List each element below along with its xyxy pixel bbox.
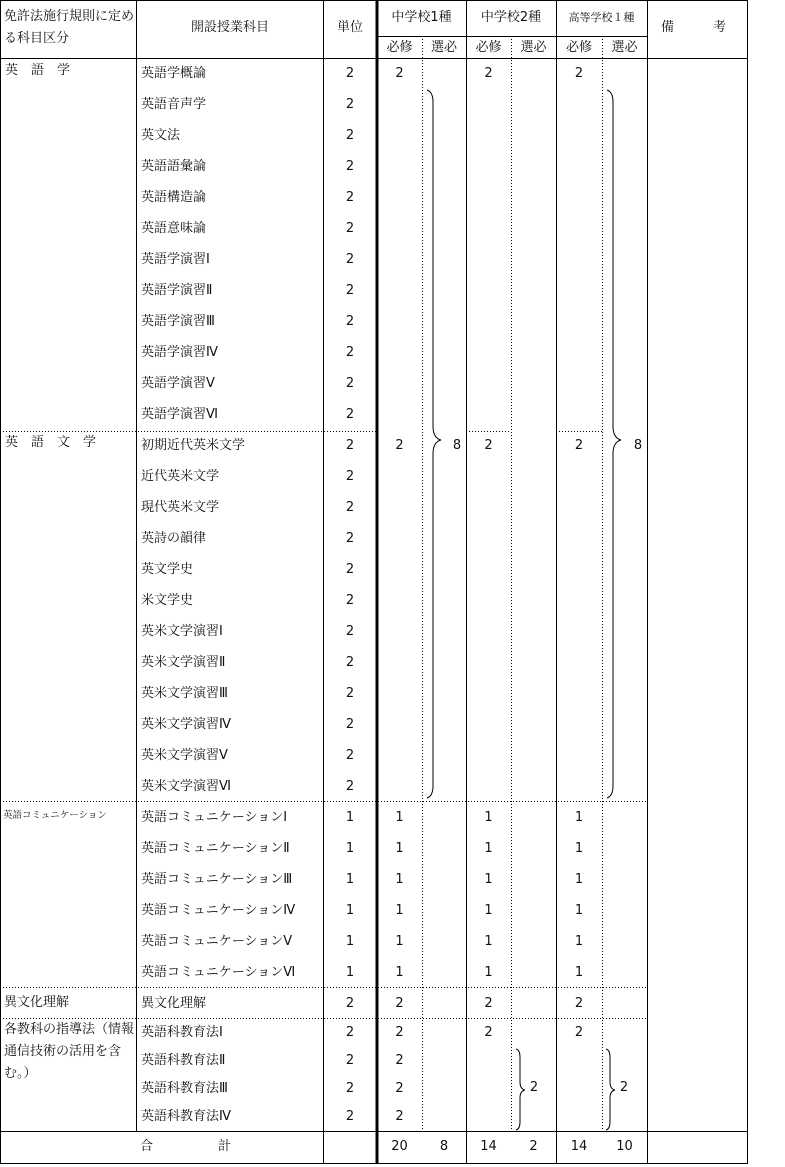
j1-required-cell: 1 xyxy=(395,903,404,918)
credits-cell: 2 xyxy=(345,748,355,763)
h1-required-cell: 2 xyxy=(574,996,584,1011)
credits-cell: 1 xyxy=(345,841,355,856)
j1-required-cell: 2 xyxy=(395,66,404,81)
credits-cell: 2 xyxy=(345,562,355,577)
j2-required-cell: 1 xyxy=(484,841,493,856)
credits-cell: 1 xyxy=(345,903,355,918)
credits-cell: 2 xyxy=(345,655,355,670)
subject-cell: 英語コミュニケーションⅡ xyxy=(141,841,290,856)
h1-required-cell: 1 xyxy=(574,810,584,825)
subject-cell: 英米文学演習Ⅱ xyxy=(141,655,226,670)
subject-cell: 英語意味論 xyxy=(141,221,207,236)
j1-required-cell: 1 xyxy=(395,841,404,856)
subject-cell: 英語学演習Ⅴ xyxy=(141,376,215,391)
subject-cell: 英語コミュニケーションⅤ xyxy=(141,934,293,949)
subject-cell: 英語コミュニケーションⅠ xyxy=(141,810,288,825)
credits-cell: 2 xyxy=(345,345,355,360)
header-h1-elective: 選必 xyxy=(611,40,638,55)
credits-cell: 1 xyxy=(345,872,355,887)
j1-required-cell: 2 xyxy=(395,1053,404,1068)
subject-cell: 近代英米文学 xyxy=(141,469,220,484)
j2-required-cell: 2 xyxy=(484,1025,493,1040)
credits-cell: 2 xyxy=(345,314,355,329)
brace-h1-elective xyxy=(607,90,621,798)
subject-cell: 英語コミュニケーションⅢ xyxy=(141,872,293,887)
credits-cell: 2 xyxy=(345,159,355,174)
category-english-communication: 英語コミュニケーション xyxy=(3,810,107,821)
j2-method-elective: 2 xyxy=(529,1080,539,1095)
credits-cell: 2 xyxy=(345,376,355,391)
subject-cell: 現代英米文学 xyxy=(141,500,220,515)
credits-cell: 2 xyxy=(345,593,355,608)
header-j2-required: 必修 xyxy=(475,40,502,55)
subject-cell: 英語構造論 xyxy=(141,190,207,205)
header-j2-elective: 選必 xyxy=(520,40,547,55)
subject-cell: 英米文学演習Ⅴ xyxy=(141,748,228,763)
credits-cell: 2 xyxy=(345,438,355,453)
total-j1-elective: 8 xyxy=(439,1139,449,1154)
credits-cell: 2 xyxy=(345,407,355,422)
header-subject: 開設授業科目 xyxy=(190,20,269,35)
subject-cell: 英文法 xyxy=(141,128,181,143)
total-j2-elective: 2 xyxy=(529,1139,538,1154)
subject-cell: 英語科教育法Ⅱ xyxy=(141,1053,226,1068)
h1-method-elective: 2 xyxy=(619,1080,629,1095)
credits-cell: 1 xyxy=(345,934,355,949)
subject-cell: 英語学演習Ⅰ xyxy=(141,252,210,267)
category-english-linguistics: 英 語 学 xyxy=(5,63,71,78)
header-h1-required: 必修 xyxy=(565,40,592,55)
category-teaching-methods: 各教科の指導法（情報通信技術の活用を含む。） xyxy=(4,1022,135,1081)
credits-cell: 2 xyxy=(345,531,355,546)
credits-cell: 2 xyxy=(345,1109,355,1124)
subject-cell: 英語科教育法Ⅳ xyxy=(141,1109,231,1124)
subject-cell: 英語コミュニケーションⅣ xyxy=(141,903,296,918)
header-school-j1: 中学校1種 xyxy=(391,10,452,25)
j1-required-cell: 2 xyxy=(395,1109,404,1124)
j1-elective-total: 8 xyxy=(452,438,462,453)
subject-cell: 英語コミュニケーションⅥ xyxy=(141,965,296,980)
j1-required-cell: 2 xyxy=(395,996,404,1011)
j1-required-cell: 2 xyxy=(395,1025,404,1040)
subject-cell: 英語学演習Ⅱ xyxy=(141,283,213,298)
j2-required-cell: 2 xyxy=(484,996,493,1011)
header-j1-elective: 選必 xyxy=(430,40,457,55)
credits-cell: 2 xyxy=(345,779,355,794)
j2-required-cell: 1 xyxy=(484,965,493,980)
h1-elective-total: 8 xyxy=(633,438,643,453)
credits-cell: 1 xyxy=(345,965,355,980)
credits-cell: 2 xyxy=(345,686,355,701)
h1-required-cell: 2 xyxy=(574,438,584,453)
total-h1-elective: 10 xyxy=(616,1139,633,1154)
subject-cell: 英語音声学 xyxy=(141,97,207,112)
credits-cell: 2 xyxy=(345,717,355,732)
credits-cell: 2 xyxy=(345,624,355,639)
credits-cell: 2 xyxy=(345,283,355,298)
subject-cell: 初期近代英米文学 xyxy=(141,438,246,453)
credits-cell: 2 xyxy=(345,128,355,143)
subject-cell: 英米文学演習Ⅲ xyxy=(141,686,228,701)
credits-cell: 2 xyxy=(345,1053,355,1068)
header-category: 免許法施行規則に定める科目区分 xyxy=(4,9,135,46)
credits-cell: 2 xyxy=(345,1081,355,1096)
j2-required-cell: 1 xyxy=(484,810,493,825)
credits-cell: 2 xyxy=(345,190,355,205)
credits-cell: 2 xyxy=(345,66,355,81)
subject-cell: 米文学史 xyxy=(141,593,194,608)
header-school-h1: 高等学校１種 xyxy=(568,11,635,24)
j2-required-cell: 1 xyxy=(484,934,493,949)
credits-cell: 2 xyxy=(345,1025,355,1040)
subject-cell: 英語学概論 xyxy=(141,66,207,81)
credits-cell: 2 xyxy=(345,252,355,267)
j2-required-cell: 1 xyxy=(484,903,493,918)
h1-required-cell: 1 xyxy=(574,841,584,856)
h1-required-cell: 1 xyxy=(574,872,584,887)
subject-cell: 英米文学演習Ⅳ xyxy=(141,717,231,732)
h1-required-cell: 1 xyxy=(574,903,584,918)
j1-required-cell: 1 xyxy=(395,810,404,825)
credits-cell: 1 xyxy=(345,810,355,825)
credits-cell: 2 xyxy=(345,996,355,1011)
credits-cell: 2 xyxy=(345,500,355,515)
h1-required-cell: 1 xyxy=(574,934,584,949)
subject-cell: 英米文学演習Ⅵ xyxy=(141,779,231,794)
total-h1-required: 14 xyxy=(570,1139,588,1154)
h1-required-cell: 2 xyxy=(574,1025,584,1040)
subject-cell: 英文学史 xyxy=(141,562,194,577)
j2-required-cell: 2 xyxy=(484,438,493,453)
header-remarks: 備 考 xyxy=(661,20,727,35)
subject-cell: 英米文学演習Ⅰ xyxy=(141,624,223,639)
j1-required-cell: 1 xyxy=(395,965,404,980)
total-j2-required: 14 xyxy=(480,1139,497,1154)
header-credits: 単位 xyxy=(336,20,363,35)
j1-required-cell: 2 xyxy=(395,438,404,453)
j2-required-cell: 1 xyxy=(484,872,493,887)
j1-required-cell: 1 xyxy=(395,872,404,887)
j2-required-cell: 2 xyxy=(484,66,493,81)
j1-required-cell: 1 xyxy=(395,934,404,949)
category-english-literature: 英 語 文 学 xyxy=(5,435,97,450)
subject-cell: 英語学演習Ⅲ xyxy=(141,314,215,329)
total-label: 合 計 xyxy=(140,1139,232,1154)
credits-cell: 2 xyxy=(345,469,355,484)
credits-cell: 2 xyxy=(345,97,355,112)
subject-cell: 異文化理解 xyxy=(141,996,207,1011)
subject-cell: 英語科教育法Ⅲ xyxy=(141,1081,228,1096)
header-school-j2: 中学校2種 xyxy=(480,10,542,25)
subject-cell: 英語学演習Ⅵ xyxy=(141,407,218,422)
subject-cell: 英語学演習Ⅳ xyxy=(141,345,218,360)
credits-cell: 2 xyxy=(345,221,355,236)
subject-cell: 英語語彙論 xyxy=(141,159,207,174)
h1-required-cell: 1 xyxy=(574,965,584,980)
subject-cell: 英詩の韻律 xyxy=(141,531,207,546)
header-j1-required: 必修 xyxy=(386,40,413,55)
brace-j1-elective xyxy=(427,90,441,798)
subject-cell: 英語科教育法Ⅰ xyxy=(141,1025,223,1040)
total-j1-required: 20 xyxy=(391,1139,408,1154)
category-intercultural: 異文化理解 xyxy=(4,995,70,1010)
h1-required-cell: 2 xyxy=(574,66,584,81)
j1-required-cell: 2 xyxy=(395,1081,404,1096)
